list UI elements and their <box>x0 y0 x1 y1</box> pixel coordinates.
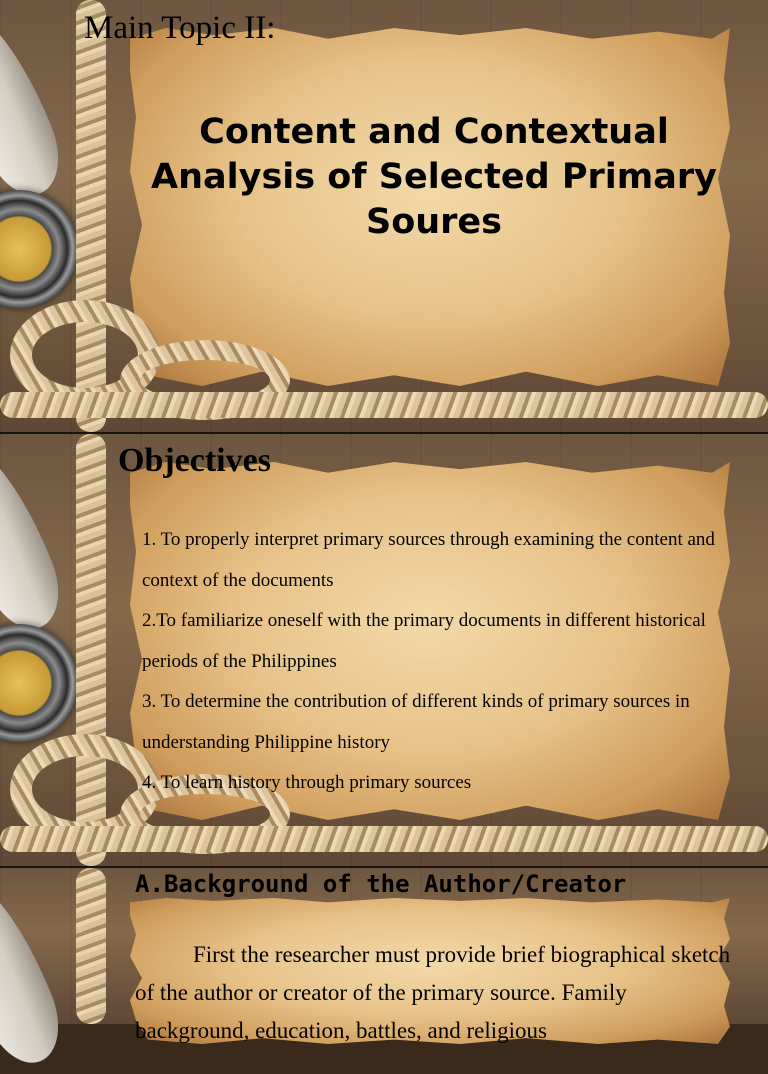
slide-background-author <box>0 868 768 1043</box>
objective-item: 4. To learn history through primary sources <box>142 772 472 793</box>
main-topic-label: Main Topic II: <box>84 10 276 46</box>
rope-icon <box>0 826 768 852</box>
rope-icon <box>0 392 768 418</box>
compass-icon <box>0 190 78 308</box>
quill-icon <box>0 872 73 1074</box>
objective-item: 3. To determine the contribution of different kinds of primary sources in understanding Philippine history <box>142 691 690 753</box>
compass-icon <box>0 624 78 742</box>
objective-item: 1. To properly interpret primary sources through examining the content and context of the documents <box>142 529 715 591</box>
slide-title: Content and Contextual Analysis of Selected Primary Soures <box>151 112 717 242</box>
objective-item: 2.To familiarize oneself with the primary documents in different historical periods of the Philippines <box>142 610 706 672</box>
section-heading: A.Background of the Author/Creator <box>135 870 627 898</box>
rope-icon <box>76 868 106 1024</box>
section-body: First the researcher must provide brief biographical sketch of the author or creator of the primary source. Family background, education, battles, and religious <box>135 942 731 1043</box>
slide-objectives <box>0 434 768 866</box>
objectives-list <box>142 520 728 804</box>
quill-icon <box>0 4 73 206</box>
quill-icon <box>0 438 73 640</box>
slide-main-topic <box>0 0 768 432</box>
objectives-heading: Objectives <box>118 442 271 479</box>
